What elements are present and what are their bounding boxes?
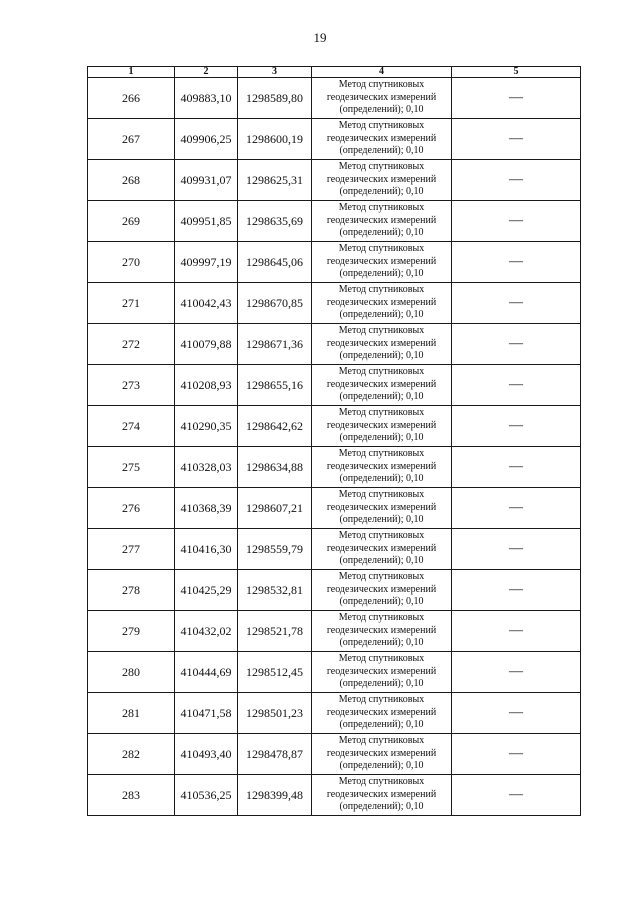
- table-row: [88, 406, 581, 447]
- point-number-cell: 281: [88, 693, 175, 734]
- method-line: (определений); 0,10: [339, 350, 424, 362]
- y-coordinate-cell: 1298532,81: [238, 570, 312, 611]
- description-cell: —: [452, 324, 581, 365]
- method-line: геодезических измерений: [326, 706, 437, 718]
- method-line: геодезических измерений: [326, 91, 437, 103]
- table-row: [88, 775, 581, 816]
- method-line: (определений); 0,10: [339, 719, 424, 731]
- point-number-cell: 273: [88, 365, 175, 406]
- point-number-cell: 282: [88, 734, 175, 775]
- method-line: геодезических измерений: [326, 378, 437, 390]
- y-coordinate-cell: 1298589,80: [238, 78, 312, 119]
- y-coordinate-cell: 1298642,62: [238, 406, 312, 447]
- table-row: [88, 365, 581, 406]
- method-line: геодезических измерений: [326, 460, 437, 472]
- method-cell: [312, 734, 452, 775]
- method-line: (определений); 0,10: [339, 596, 424, 608]
- method-cell: [312, 447, 452, 488]
- description-cell: —: [452, 693, 581, 734]
- method-line: (определений); 0,10: [339, 473, 424, 485]
- method-line: Метод спутниковых: [338, 653, 425, 665]
- method-line: (определений); 0,10: [339, 555, 424, 567]
- method-line: (определений); 0,10: [339, 637, 424, 649]
- x-coordinate-cell: 410290,35: [175, 406, 238, 447]
- method-line: Метод спутниковых: [338, 489, 425, 501]
- column-header-4: 4: [312, 67, 452, 78]
- method-line: Метод спутниковых: [338, 202, 425, 214]
- point-number-cell: 274: [88, 406, 175, 447]
- method-line: (определений); 0,10: [339, 186, 424, 198]
- y-coordinate-cell: 1298670,85: [238, 283, 312, 324]
- y-coordinate-cell: 1298478,87: [238, 734, 312, 775]
- x-coordinate-cell: 410493,40: [175, 734, 238, 775]
- y-coordinate-cell: 1298625,31: [238, 160, 312, 201]
- method-line: (определений); 0,10: [339, 801, 424, 813]
- method-line: Метод спутниковых: [338, 694, 425, 706]
- point-number-cell: 278: [88, 570, 175, 611]
- method-line: геодезических измерений: [326, 583, 437, 595]
- method-line: геодезических измерений: [326, 747, 437, 759]
- method-cell: [312, 78, 452, 119]
- method-cell: [312, 201, 452, 242]
- x-coordinate-cell: 410416,30: [175, 529, 238, 570]
- page-number: 19: [313, 30, 327, 45]
- method-line: геодезических измерений: [326, 542, 437, 554]
- point-number-cell: 269: [88, 201, 175, 242]
- table-body: [88, 78, 581, 816]
- description-cell: —: [452, 160, 581, 201]
- method-cell: [312, 160, 452, 201]
- method-line: Метод спутниковых: [338, 366, 425, 378]
- method-line: (определений); 0,10: [339, 309, 424, 321]
- method-line: геодезических измерений: [326, 296, 437, 308]
- y-coordinate-cell: 1298671,36: [238, 324, 312, 365]
- x-coordinate-cell: 410425,29: [175, 570, 238, 611]
- description-cell: —: [452, 447, 581, 488]
- description-cell: —: [452, 734, 581, 775]
- method-cell: [312, 775, 452, 816]
- method-line: геодезических измерений: [326, 132, 437, 144]
- x-coordinate-cell: 409931,07: [175, 160, 238, 201]
- y-coordinate-cell: 1298645,06: [238, 242, 312, 283]
- point-number-cell: 275: [88, 447, 175, 488]
- method-line: геодезических измерений: [326, 665, 437, 677]
- table-row: [88, 488, 581, 529]
- table-row: [88, 652, 581, 693]
- x-coordinate-cell: 410471,58: [175, 693, 238, 734]
- method-line: геодезических измерений: [326, 214, 437, 226]
- table-row: [88, 242, 581, 283]
- method-line: Метод спутниковых: [338, 448, 425, 460]
- y-coordinate-cell: 1298559,79: [238, 529, 312, 570]
- method-line: геодезических измерений: [326, 337, 437, 349]
- point-number-cell: 277: [88, 529, 175, 570]
- method-line: Метод спутниковых: [338, 735, 425, 747]
- description-cell: —: [452, 775, 581, 816]
- table-row: [88, 529, 581, 570]
- table-row: [88, 119, 581, 160]
- method-line: Метод спутниковых: [338, 407, 425, 419]
- x-coordinate-cell: 410079,88: [175, 324, 238, 365]
- point-number-cell: 272: [88, 324, 175, 365]
- x-coordinate-cell: 410444,69: [175, 652, 238, 693]
- method-line: Метод спутниковых: [338, 776, 425, 788]
- description-cell: —: [452, 529, 581, 570]
- description-cell: —: [452, 201, 581, 242]
- method-line: Метод спутниковых: [338, 571, 425, 583]
- table-row: [88, 611, 581, 652]
- y-coordinate-cell: 1298399,48: [238, 775, 312, 816]
- table-row: [88, 283, 581, 324]
- column-header-2: 2: [175, 67, 238, 78]
- method-line: Метод спутниковых: [338, 284, 425, 296]
- method-cell: [312, 611, 452, 652]
- y-coordinate-cell: 1298634,88: [238, 447, 312, 488]
- x-coordinate-cell: 410432,02: [175, 611, 238, 652]
- method-cell: [312, 488, 452, 529]
- description-cell: —: [452, 119, 581, 160]
- y-coordinate-cell: 1298521,78: [238, 611, 312, 652]
- x-coordinate-cell: 409997,19: [175, 242, 238, 283]
- method-line: Метод спутниковых: [338, 161, 425, 173]
- column-header-1: 1: [88, 67, 175, 78]
- description-cell: —: [452, 570, 581, 611]
- method-line: геодезических измерений: [326, 419, 437, 431]
- table-row: [88, 570, 581, 611]
- method-cell: [312, 693, 452, 734]
- description-cell: —: [452, 78, 581, 119]
- method-line: Метод спутниковых: [338, 325, 425, 337]
- method-line: Метод спутниковых: [338, 120, 425, 132]
- method-cell: [312, 242, 452, 283]
- point-number-cell: 276: [88, 488, 175, 529]
- x-coordinate-cell: 410328,03: [175, 447, 238, 488]
- table-row: [88, 324, 581, 365]
- description-cell: —: [452, 365, 581, 406]
- description-cell: —: [452, 611, 581, 652]
- method-cell: [312, 652, 452, 693]
- table-row: [88, 201, 581, 242]
- x-coordinate-cell: 410536,25: [175, 775, 238, 816]
- method-line: (определений); 0,10: [339, 391, 424, 403]
- y-coordinate-cell: 1298655,16: [238, 365, 312, 406]
- point-number-cell: 270: [88, 242, 175, 283]
- point-number-cell: 267: [88, 119, 175, 160]
- method-cell: [312, 570, 452, 611]
- point-number-cell: 266: [88, 78, 175, 119]
- method-line: Метод спутниковых: [338, 243, 425, 255]
- method-line: геодезических измерений: [326, 788, 437, 800]
- table-row: [88, 160, 581, 201]
- point-number-cell: 268: [88, 160, 175, 201]
- x-coordinate-cell: 409883,10: [175, 78, 238, 119]
- method-line: геодезических измерений: [326, 255, 437, 267]
- method-line: геодезических измерений: [326, 501, 437, 513]
- method-line: (определений); 0,10: [339, 104, 424, 116]
- method-line: (определений); 0,10: [339, 678, 424, 690]
- method-cell: [312, 283, 452, 324]
- method-line: (определений); 0,10: [339, 432, 424, 444]
- y-coordinate-cell: 1298635,69: [238, 201, 312, 242]
- table-row: [88, 447, 581, 488]
- point-number-cell: 280: [88, 652, 175, 693]
- x-coordinate-cell: 409951,85: [175, 201, 238, 242]
- description-cell: —: [452, 283, 581, 324]
- method-cell: [312, 324, 452, 365]
- method-line: геодезических измерений: [326, 173, 437, 185]
- method-line: (определений); 0,10: [339, 145, 424, 157]
- point-number-cell: 271: [88, 283, 175, 324]
- point-number-cell: 279: [88, 611, 175, 652]
- table-row: [88, 734, 581, 775]
- description-cell: —: [452, 652, 581, 693]
- method-line: Метод спутниковых: [338, 79, 425, 91]
- x-coordinate-cell: 409906,25: [175, 119, 238, 160]
- column-header-3: 3: [238, 67, 312, 78]
- point-number-cell: 283: [88, 775, 175, 816]
- method-line: (определений); 0,10: [339, 227, 424, 239]
- x-coordinate-cell: 410042,43: [175, 283, 238, 324]
- column-header-5: 5: [452, 67, 581, 78]
- description-cell: —: [452, 488, 581, 529]
- method-line: (определений); 0,10: [339, 514, 424, 526]
- table-header-row: [88, 67, 581, 78]
- y-coordinate-cell: 1298600,19: [238, 119, 312, 160]
- coordinates-table: [87, 66, 581, 816]
- method-line: (определений); 0,10: [339, 268, 424, 280]
- table-row: [88, 693, 581, 734]
- method-cell: [312, 529, 452, 570]
- y-coordinate-cell: 1298607,21: [238, 488, 312, 529]
- method-line: Метод спутниковых: [338, 612, 425, 624]
- method-cell: [312, 406, 452, 447]
- method-line: Метод спутниковых: [338, 530, 425, 542]
- x-coordinate-cell: 410208,93: [175, 365, 238, 406]
- description-cell: —: [452, 406, 581, 447]
- y-coordinate-cell: 1298512,45: [238, 652, 312, 693]
- method-cell: [312, 119, 452, 160]
- x-coordinate-cell: 410368,39: [175, 488, 238, 529]
- description-cell: —: [452, 242, 581, 283]
- y-coordinate-cell: 1298501,23: [238, 693, 312, 734]
- method-line: (определений); 0,10: [339, 760, 424, 772]
- table-row: [88, 78, 581, 119]
- method-line: геодезических измерений: [326, 624, 437, 636]
- method-cell: [312, 365, 452, 406]
